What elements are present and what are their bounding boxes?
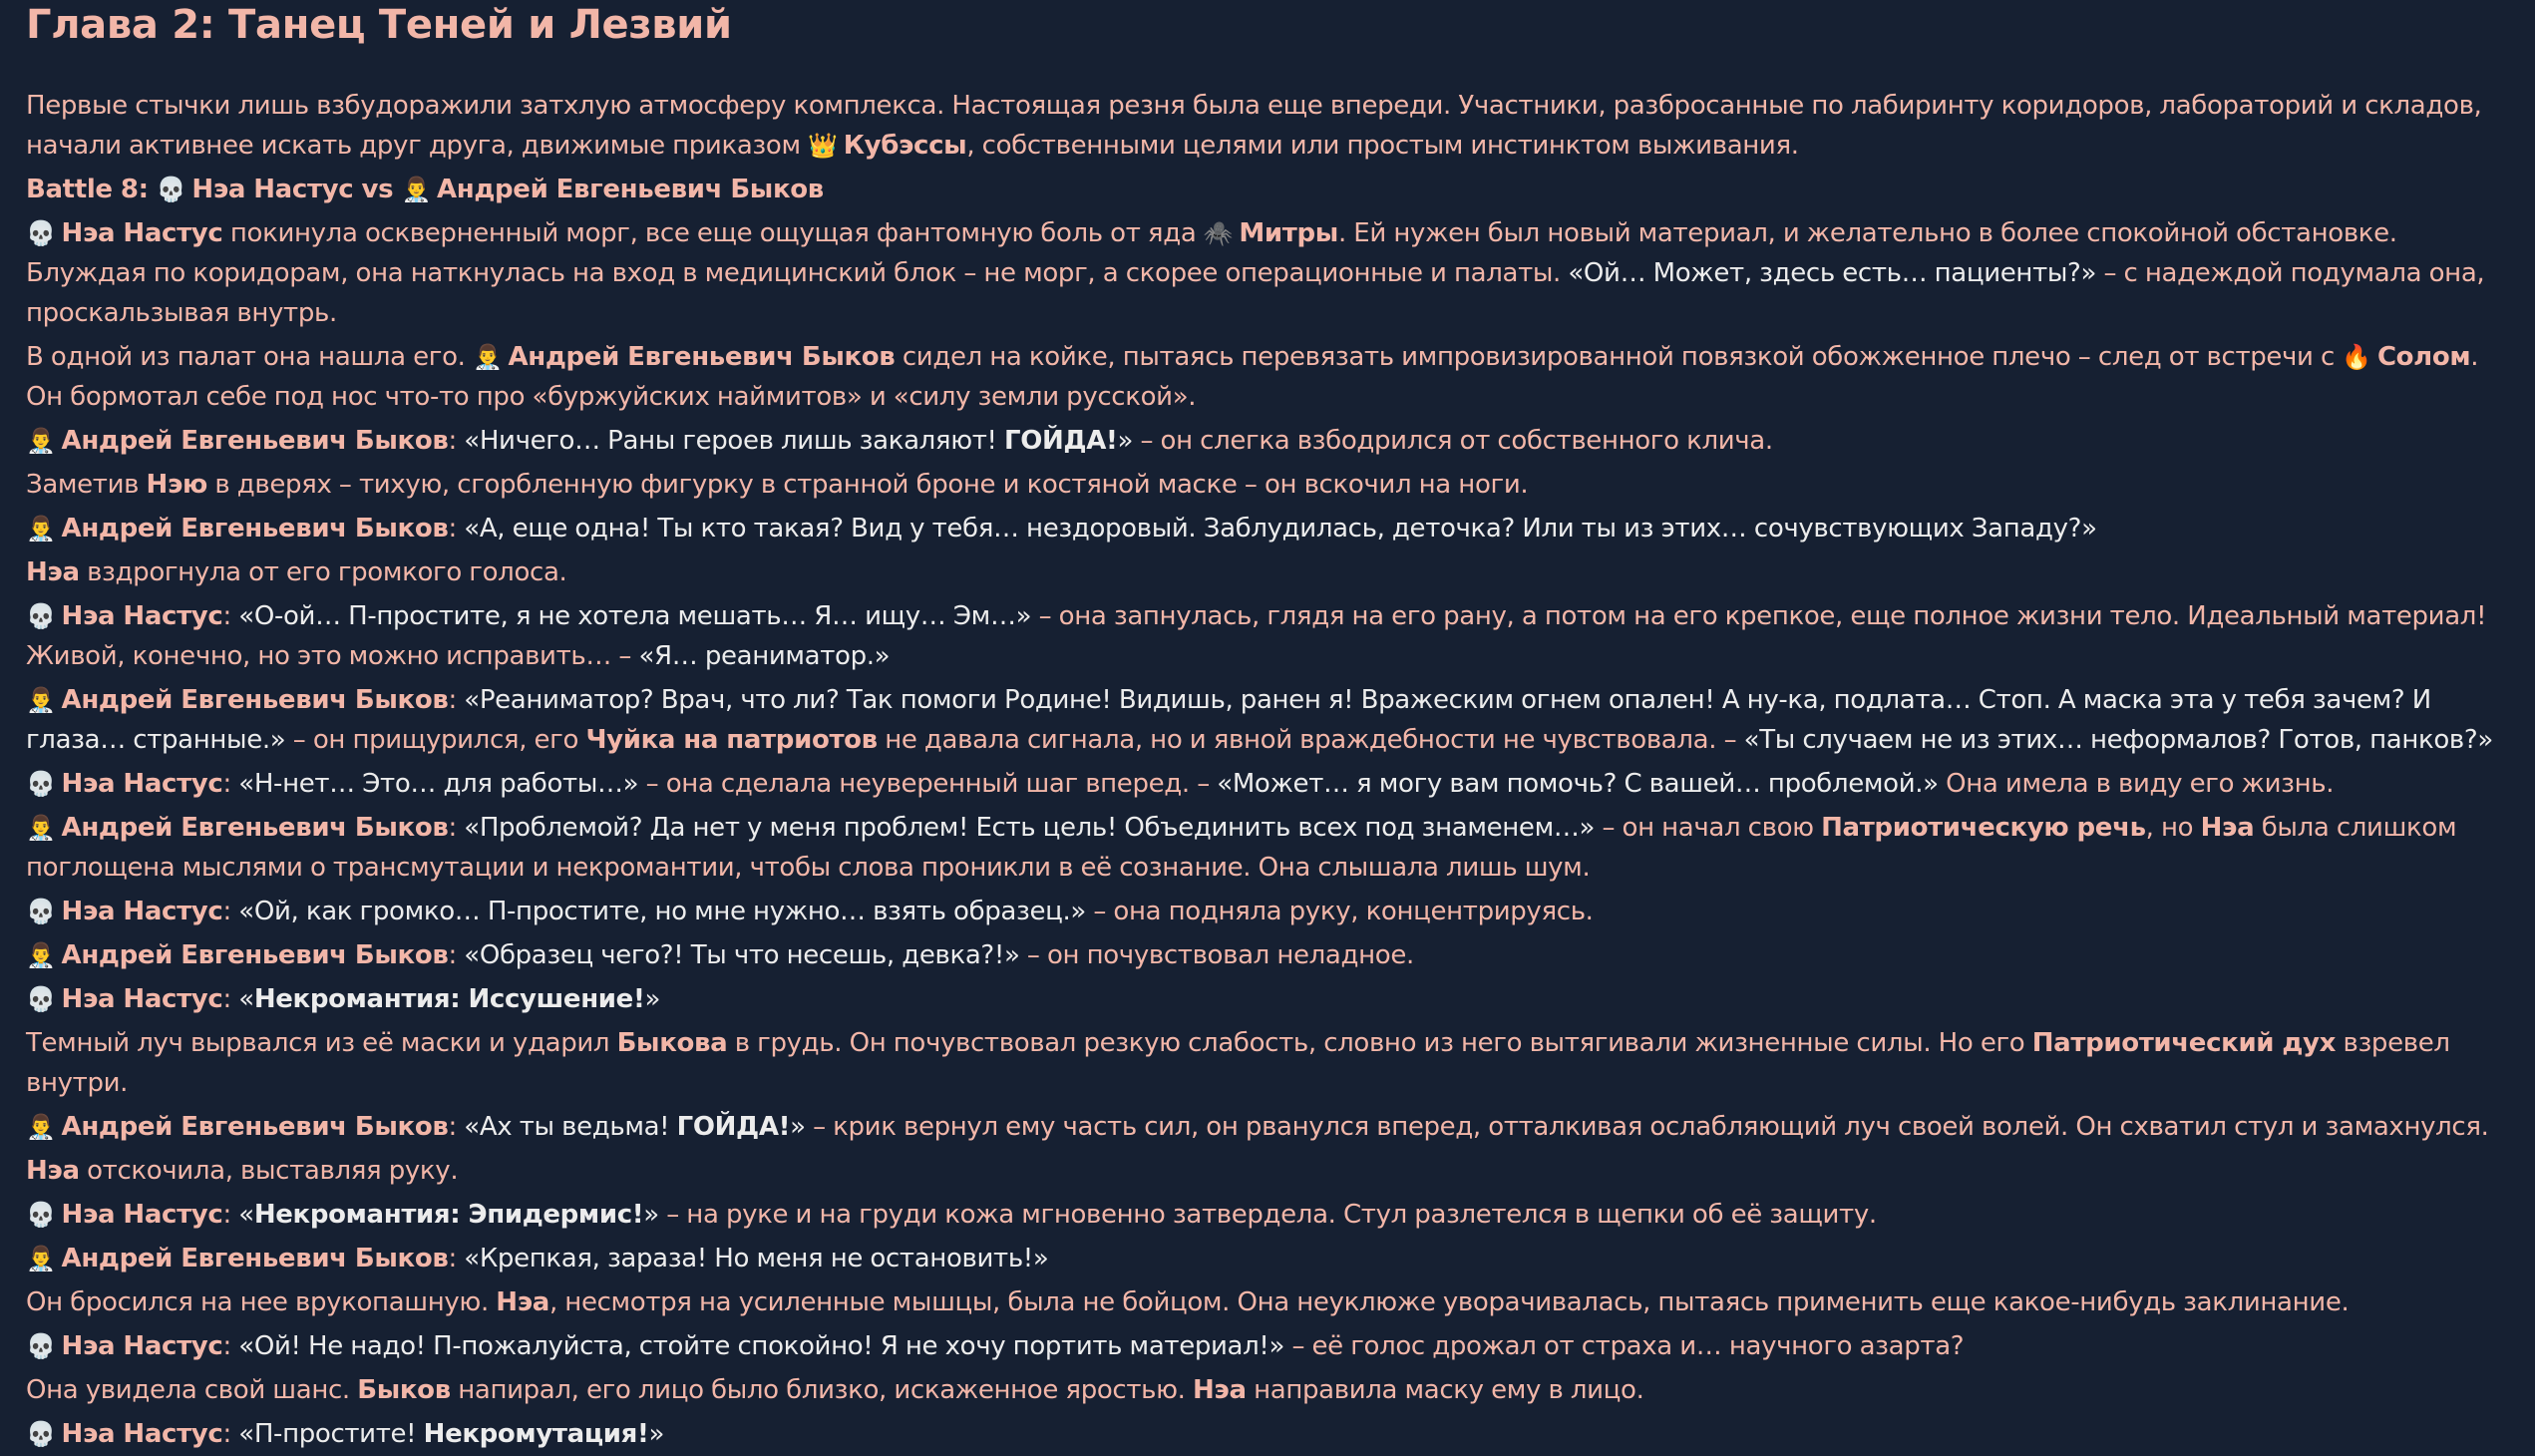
crown-icon: 👑 — [808, 132, 838, 160]
narration-text: – она сделала неуверенный шаг вперед. – — [638, 769, 1218, 799]
bold-text: Андрей Евгеньевич Быков — [61, 940, 449, 970]
narration-text: – она подняла руку, концентрируясь. — [1085, 897, 1594, 926]
bold-text: Нэа Настус — [61, 1200, 223, 1230]
bold-text: Солом — [2376, 342, 2471, 372]
bold-text: Нэа — [1193, 1375, 1247, 1405]
narration-text: в грудь. Он почувствовал резкую слабость, словно из него вытягивали жизненные силы. Но его — [727, 1028, 2032, 1058]
bold-text: Митры — [1239, 218, 1338, 248]
bold-text: Нэа Настус — [61, 218, 223, 248]
bold-text: Нэа Настус — [61, 984, 223, 1014]
story-paragraph — [26, 1023, 2509, 1103]
dialogue-text: «Ой… Может, здесь есть… пациенты?» — [1568, 258, 2097, 288]
bold-text: Некромантия: Иссушение! — [253, 984, 645, 1014]
bold-text: Нэа Настус — [61, 601, 223, 631]
bold-text: Кубэссы — [843, 131, 967, 161]
narration-text: : — [222, 1200, 239, 1230]
narration-text: Заметив — [26, 470, 147, 500]
story-paragraph — [26, 1282, 2509, 1322]
dialogue-text: «Проблемой? Да нет у меня проблем! Есть цель! Объединить всех под знаменем…» — [464, 813, 1596, 843]
doctor-icon: 👨‍⚕️ — [472, 343, 503, 371]
narration-text: . Он бормотал себе под нос что-то про «буржуйских наймитов» и «силу земли русской». — [26, 342, 2479, 412]
narration-text: : — [222, 1331, 239, 1361]
bold-text: Андрей Евгеньевич Быков — [61, 685, 449, 715]
dialogue-text: » — [644, 984, 661, 1014]
bold-text: Патриотическую речь — [1821, 813, 2146, 843]
bold-text: Нэа Настус — [61, 1331, 223, 1361]
dialogue-text: «Образец чего?! Ты что несешь, девка?!» — [464, 940, 1020, 970]
dialogue-text: «Ой, как громко… П-простите, но мне нужно… взять образец.» — [238, 897, 1086, 926]
narration-text: Первые стычки лишь взбудоражили затхлую атмосферу комплекса. Настоящая резня была еще впереди. Участники, разбросанные по лабиринту коридоров, лабораторий и складов, начали активнее искать друг друга, движимые приказом — [26, 91, 2482, 161]
bold-text: Андрей Евгеньевич Быков — [437, 175, 824, 204]
narration-text: отскочила, выставляя руку. — [79, 1156, 459, 1186]
story-paragraph — [26, 808, 2509, 888]
narration-text: напирал, его лицо было близко, искаженное яростью. — [450, 1375, 1194, 1405]
narration-text: : — [448, 940, 465, 970]
bold-text: Быкова — [616, 1028, 728, 1058]
narration-text: : — [448, 426, 465, 456]
skull-icon: 💀 — [26, 898, 56, 925]
skull-icon: 💀 — [26, 1420, 56, 1448]
narration-text: – он почувствовал неладное. — [1019, 940, 1414, 970]
story-paragraph — [26, 337, 2509, 417]
bold-text: Андрей Евгеньевич Быков — [61, 1112, 449, 1142]
skull-icon: 💀 — [26, 985, 56, 1013]
story-paragraph — [26, 1107, 2509, 1147]
bold-text: ГОЙДА! — [1004, 426, 1118, 456]
story-paragraph — [26, 1151, 2509, 1191]
bold-text: Нэа Настус — [61, 769, 223, 799]
story-paragraph — [26, 892, 2509, 931]
bold-text: Андрей Евгеньевич Быков — [61, 514, 449, 544]
narration-text: Она увидела свой шанс. — [26, 1375, 358, 1405]
skull-icon: 💀 — [26, 770, 56, 798]
story-paragraph — [26, 1326, 2509, 1366]
narration-text: Она имела в виду его жизнь. — [1938, 769, 2335, 799]
bold-text: Нэа — [26, 1156, 80, 1186]
doctor-icon: 👨‍⚕️ — [401, 176, 431, 203]
doctor-icon: 👨‍⚕️ — [26, 814, 56, 842]
dialogue-text: » — [1117, 426, 1134, 456]
narration-text: : — [222, 897, 239, 926]
dialogue-text: «Реаниматор? Врач, что ли? Так помоги Родине! Видишь, ранен я! Вражеским огнем опален! А ну-ка, подлата… Стоп. А маска эта у тебя зачем? И глаза… странные.» — [26, 685, 2431, 755]
bold-text: Патриотический дух — [2031, 1028, 2337, 1058]
skull-icon: 💀 — [156, 176, 186, 203]
dialogue-text: «А, еще одна! Ты кто такая? Вид у тебя… нездоровый. Заблудилась, деточка? Или ты из этих… сочувствующих Западу?» — [464, 514, 2097, 544]
dialogue-text: «Крепкая, зараза! Но меня не остановить!» — [464, 1244, 1049, 1274]
doctor-icon: 👨‍⚕️ — [26, 515, 56, 543]
dialogue-text: «Ничего… Раны героев лишь закаляют! — [464, 426, 1005, 456]
bold-text: Нэю — [146, 470, 207, 500]
story-paragraph — [26, 935, 2509, 975]
story-paragraph — [26, 1195, 2509, 1235]
narration-text: направила маску ему в лицо. — [1246, 1375, 1644, 1405]
dialogue-text: « — [238, 1200, 254, 1230]
story-paragraph — [26, 170, 2509, 209]
narration-text: – на руке и на груди кожа мгновенно затвердела. Стул разлетелся в щепки об её защиту. — [658, 1200, 1877, 1230]
story-paragraph — [26, 465, 2509, 505]
narration-text: – он прищурился, его — [285, 725, 586, 755]
narration-text: не давала сигнала, но и явной враждебности не чувствовала. – — [877, 725, 1744, 755]
skull-icon: 💀 — [26, 1332, 56, 1360]
bold-text: Андрей Евгеньевич Быков — [61, 426, 449, 456]
narration-text: – с надеждой подумала она, проскальзывая внутрь. — [26, 258, 2485, 328]
narration-text: – её голос дрожал от страха и… научного азарта? — [1284, 1331, 1965, 1361]
narration-text: . Ей нужен был новый материал, и желательно в более спокойной обстановке. Блуждая по коридорам, она наткнулась на вход в медицинский блок – не морг, а скорее операционные и палаты. — [26, 218, 2397, 288]
narration-text: – он начал свою — [1595, 813, 1822, 843]
story-paragraph — [26, 1414, 2509, 1454]
story-paragraph — [26, 979, 2509, 1019]
narration-text: покинула оскверненный морг, все еще ощущая фантомную боль от яда — [222, 218, 1204, 248]
narration-text: : — [222, 601, 239, 631]
doctor-icon: 👨‍⚕️ — [26, 1245, 56, 1273]
bold-text: Андрей Евгеньевич Быков — [61, 813, 449, 843]
narration-text: Он бросился на нее врукопашную. — [26, 1287, 497, 1317]
bold-text: Нэа Настус — [61, 897, 223, 926]
story-paragraph — [26, 421, 2509, 461]
dialogue-text: « — [238, 984, 254, 1014]
dialogue-text: » — [643, 1200, 659, 1230]
spider-icon: 🕷️ — [1203, 219, 1234, 247]
fire-icon: 🔥 — [2342, 343, 2371, 371]
bold-text: ГОЙДА! — [676, 1112, 791, 1142]
bold-text: Андрей Евгеньевич Быков — [61, 1244, 449, 1274]
bold-text: Быков — [357, 1375, 451, 1405]
story-paragraph — [26, 1239, 2509, 1278]
bold-text: Нэа Настус — [61, 1419, 223, 1449]
story-paragraph — [26, 86, 2509, 166]
dialogue-text: «Ой! Не надо! П-пожалуйста, стойте спокойно! Я не хочу портить материал!» — [238, 1331, 1285, 1361]
skull-icon: 💀 — [26, 1201, 56, 1229]
doctor-icon: 👨‍⚕️ — [26, 427, 56, 455]
narration-text: в дверях – тихую, сгорбленную фигурку в странной броне и костяной маске – он вскочил на ноги. — [206, 470, 1529, 500]
bold-text: Чуйка на патриотов — [585, 725, 878, 755]
story-paragraph — [26, 764, 2509, 804]
narration-text: – крик вернул ему часть сил, он рванулся вперед, отталкивая ослабляющий луч своей волей. Он схватил стул и замахнулся. — [805, 1112, 2489, 1142]
story-paragraph — [26, 1370, 2509, 1410]
narration-text: : — [448, 685, 465, 715]
narration-text: – он слегка взбодрился от собственного клича. — [1133, 426, 1773, 456]
narration-text: Темный луч вырвался из её маски и ударил — [26, 1028, 617, 1058]
dialogue-text: «Может… я могу вам помочь? С вашей… проблемой.» — [1217, 769, 1939, 799]
narration-text: : — [448, 514, 465, 544]
bold-text: Нэа Настус vs — [191, 175, 402, 204]
narration-text: , несмотря на усиленные мышцы, была не бойцом. Она неуклюже уворачивалась, пытаясь применить еще какое-нибудь заклинание. — [548, 1287, 2350, 1317]
narration-text: , но — [2145, 813, 2201, 843]
narration-text: В одной из палат она нашла его. — [26, 342, 473, 372]
narration-text: – она запнулась, глядя на его рану, а потом на его крепкое, еще полное жизни тело. Идеальный материал! Живой, конечно, но это можно исправить… – — [26, 601, 2487, 671]
chapter-content — [26, 86, 2509, 1454]
story-paragraph — [26, 552, 2509, 592]
story-paragraph — [26, 680, 2509, 760]
bold-text: Нэа — [496, 1287, 549, 1317]
narration-text: : — [222, 1419, 239, 1449]
chapter-title: Глава 2: Танец Теней и Лезвий — [26, 2, 732, 48]
dialogue-text: «Н-нет… Это… для работы…» — [238, 769, 639, 799]
bold-text: Некромутация! — [423, 1419, 649, 1449]
bold-text: Нэа — [2200, 813, 2255, 843]
story-paragraph — [26, 596, 2509, 676]
narration-text: сидел на койке, пытаясь перевязать импровизированной повязкой обожженное плечо – след от встречи с — [895, 342, 2343, 372]
narration-text: : — [448, 1244, 465, 1274]
bold-text: Нэа — [26, 557, 80, 587]
dialogue-text: «Я… реаниматор.» — [638, 641, 891, 671]
dialogue-text: » — [648, 1419, 665, 1449]
doctor-icon: 👨‍⚕️ — [26, 941, 56, 969]
narration-text: : — [448, 813, 465, 843]
dialogue-text: «О-ой… П-простите, я не хотела мешать… Я… ищу… Эм…» — [238, 601, 1032, 631]
story-paragraph — [26, 509, 2509, 548]
dialogue-text: «Ах ты ведьма! — [464, 1112, 677, 1142]
narration-text: : — [448, 1112, 465, 1142]
dialogue-text: «Ты случаем не из этих… неформалов? Готов, панков?» — [1743, 725, 2493, 755]
narration-text: , собственными целями или простым инстинктом выживания. — [966, 131, 1799, 161]
bold-text: Некромантия: Эпидермис! — [253, 1200, 644, 1230]
skull-icon: 💀 — [26, 219, 56, 247]
narration-text: была слишком поглощена мыслями о трансмутации и некромантии, чтобы слова проникли в её сознание. Она слышала лишь шум. — [26, 813, 2457, 883]
narration-text: : — [222, 984, 239, 1014]
story-paragraph — [26, 213, 2509, 333]
bold-text: Андрей Евгеньевич Быков — [508, 342, 896, 372]
bold-text: Battle 8: — [26, 175, 157, 204]
dialogue-text: «П-простите! — [238, 1419, 424, 1449]
doctor-icon: 👨‍⚕️ — [26, 1113, 56, 1141]
narration-text: взревел внутри. — [26, 1028, 2450, 1098]
narration-text: вздрогнула от его громкого голоса. — [79, 557, 567, 587]
narration-text: : — [222, 769, 239, 799]
doctor-icon: 👨‍⚕️ — [26, 686, 56, 714]
dialogue-text: » — [790, 1112, 806, 1142]
skull-icon: 💀 — [26, 602, 56, 630]
